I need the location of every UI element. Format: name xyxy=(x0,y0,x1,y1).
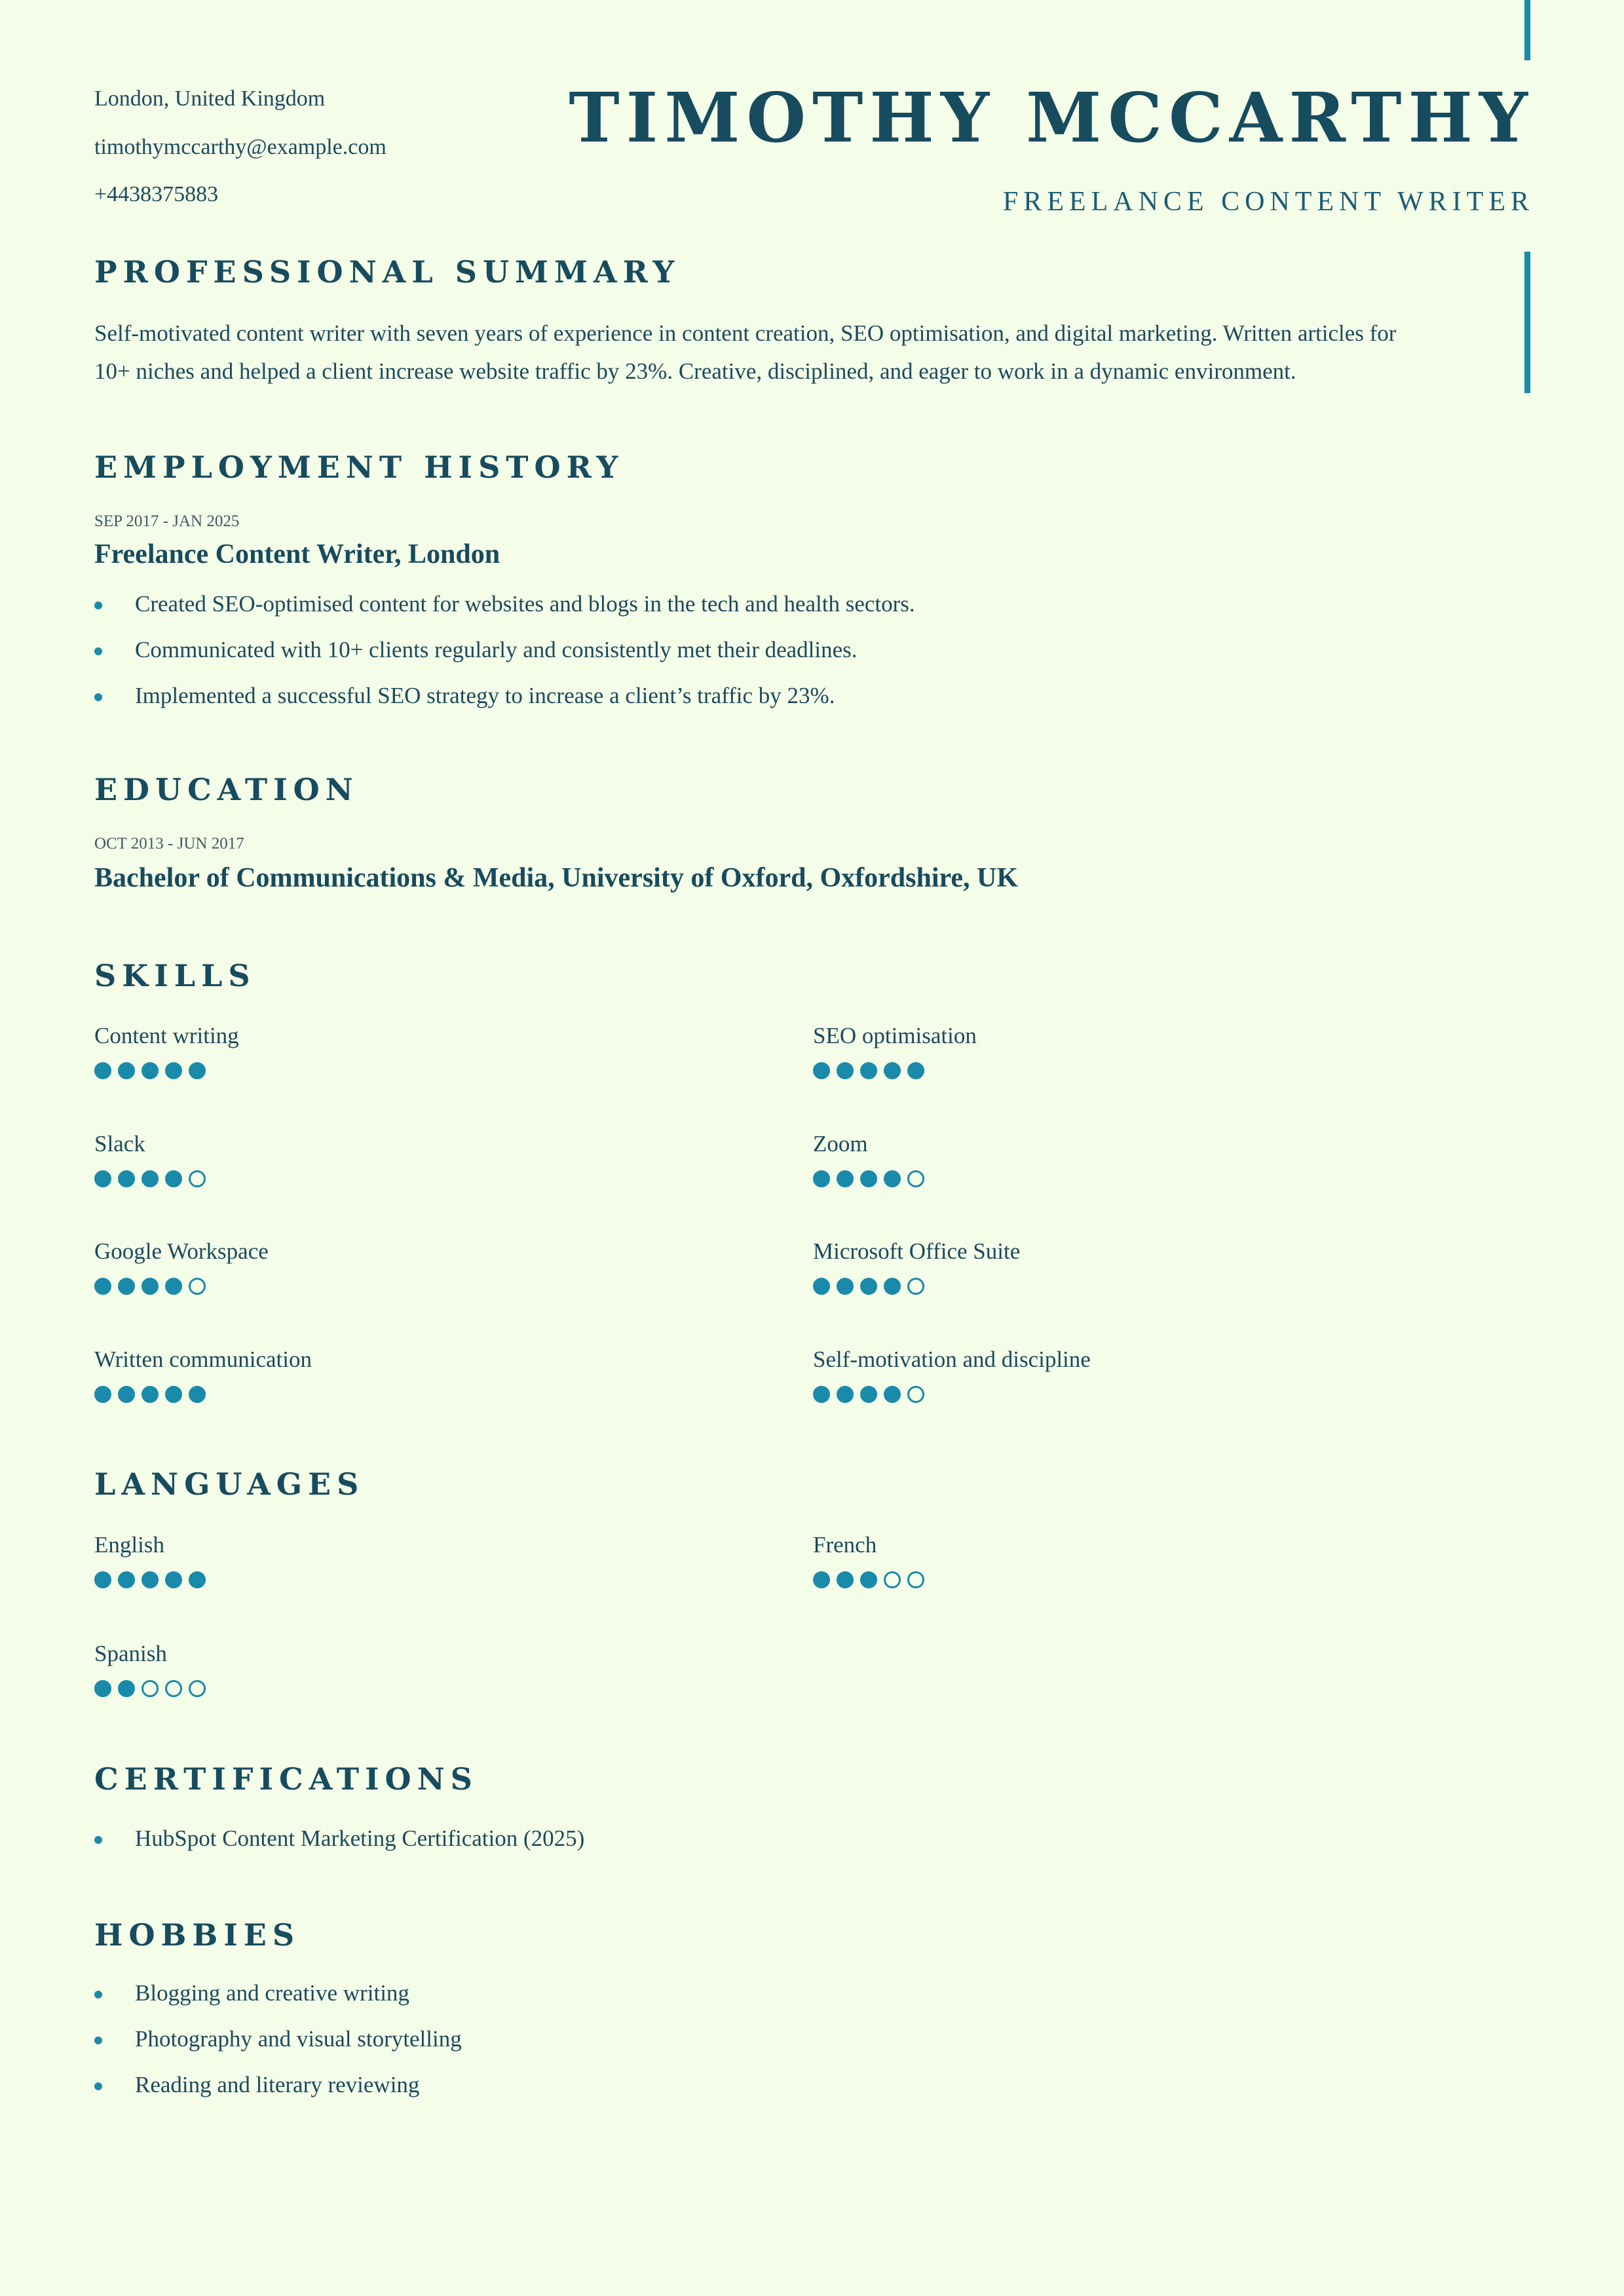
list-item: Reading and literary reviewing xyxy=(94,2071,462,2116)
candidate-name: TIMOTHY MCCARTHY xyxy=(569,77,1534,158)
rating-dot-filled xyxy=(142,1170,159,1187)
skill-item xyxy=(94,1128,206,1187)
candidate-title: FREELANCE CONTENT WRITER xyxy=(1002,187,1534,217)
rating-dot-filled xyxy=(189,1386,206,1403)
language-label: English xyxy=(94,1532,164,1558)
skill-rating xyxy=(813,1062,977,1079)
skill-item xyxy=(813,1344,1091,1403)
job-bullets xyxy=(94,590,915,727)
list-item: HubSpot Content Marketing Certification (2025) xyxy=(94,1824,584,1870)
skill-rating xyxy=(94,1062,239,1079)
rating-dot-filled xyxy=(837,1571,854,1588)
skill-label: Google Workspace xyxy=(94,1238,269,1264)
hobbies-heading: HOBBIES xyxy=(94,1917,301,1953)
rating-dot-filled xyxy=(94,1680,111,1697)
rating-dot-filled xyxy=(860,1170,877,1187)
hobbies-list xyxy=(94,1979,462,2116)
skill-rating xyxy=(813,1386,1091,1403)
contact-email[interactable]: timothymccarthy@example.com xyxy=(94,135,387,159)
rating-dot-empty xyxy=(189,1278,206,1295)
rating-dot-filled xyxy=(165,1278,182,1295)
rating-dot-filled xyxy=(118,1386,135,1403)
rating-dot-filled xyxy=(837,1278,854,1295)
skill-item xyxy=(813,1236,1020,1295)
rating-dot-filled xyxy=(189,1062,206,1079)
certifications-list xyxy=(94,1824,584,1870)
skill-item xyxy=(94,1020,239,1079)
rating-dot-empty xyxy=(165,1680,182,1697)
skill-rating xyxy=(813,1278,1020,1295)
rating-dot-empty xyxy=(907,1571,924,1588)
list-item: Implemented a successful SEO strategy to increase a client’s traffic by 23%. xyxy=(94,681,915,727)
list-item: Photography and visual storytelling xyxy=(94,2025,462,2071)
skill-rating xyxy=(94,1386,312,1403)
rating-dot-filled xyxy=(189,1571,206,1588)
summary-heading: PROFESSIONAL SUMMARY xyxy=(94,254,681,290)
rating-dot-filled xyxy=(118,1680,135,1697)
skill-item xyxy=(94,1236,269,1295)
rating-dot-filled xyxy=(94,1170,111,1187)
skill-rating xyxy=(94,1278,269,1295)
language-label: French xyxy=(813,1532,877,1558)
rating-dot-filled xyxy=(142,1062,159,1079)
accent-bar-top xyxy=(1524,0,1530,60)
rating-dot-filled xyxy=(118,1170,135,1187)
skill-label: Self-motivation and discipline xyxy=(813,1347,1091,1372)
rating-dot-filled xyxy=(118,1062,135,1079)
rating-dot-empty xyxy=(142,1680,159,1697)
contact-location: London, United Kingdom xyxy=(94,86,326,111)
rating-dot-filled xyxy=(165,1386,182,1403)
skill-label: Microsoft Office Suite xyxy=(813,1238,1021,1264)
rating-dot-filled xyxy=(860,1278,877,1295)
rating-dot-filled xyxy=(813,1062,830,1079)
rating-dot-filled xyxy=(94,1062,111,1079)
rating-dot-filled xyxy=(884,1170,901,1187)
language-rating xyxy=(813,1571,924,1588)
skill-label: Content writing xyxy=(94,1023,239,1048)
rating-dot-filled xyxy=(884,1062,901,1079)
contact-phone[interactable]: +4438375883 xyxy=(94,182,219,206)
list-item: Communicated with 10+ clients regularly and consistently met their deadlines. xyxy=(94,636,915,681)
rating-dot-filled xyxy=(165,1170,182,1187)
rating-dot-filled xyxy=(813,1386,830,1403)
rating-dot-filled xyxy=(142,1386,159,1403)
education-dates: OCT 2013 - JUN 2017 xyxy=(94,835,244,852)
rating-dot-filled xyxy=(884,1278,901,1295)
language-item xyxy=(813,1529,924,1588)
rating-dot-empty xyxy=(907,1170,924,1187)
language-label: Spanish xyxy=(94,1641,167,1666)
rating-dot-filled xyxy=(813,1170,830,1187)
rating-dot-filled xyxy=(884,1386,901,1403)
certifications-heading: CERTIFICATIONS xyxy=(94,1761,478,1797)
skill-label: SEO optimisation xyxy=(813,1023,977,1048)
rating-dot-filled xyxy=(860,1571,877,1588)
rating-dot-filled xyxy=(813,1571,830,1588)
rating-dot-filled xyxy=(165,1062,182,1079)
rating-dot-filled xyxy=(837,1170,854,1187)
rating-dot-filled xyxy=(142,1278,159,1295)
skills-heading: SKILLS xyxy=(94,958,256,993)
rating-dot-filled xyxy=(94,1386,111,1403)
rating-dot-filled xyxy=(142,1571,159,1588)
rating-dot-filled xyxy=(118,1278,135,1295)
skill-rating xyxy=(813,1170,924,1187)
employment-heading: EMPLOYMENT HISTORY xyxy=(94,450,624,485)
job-title: Freelance Content Writer, London xyxy=(94,539,500,569)
language-item xyxy=(94,1638,206,1697)
rating-dot-filled xyxy=(94,1571,111,1588)
skill-label: Slack xyxy=(94,1131,145,1157)
education-heading: EDUCATION xyxy=(94,772,359,807)
skill-item xyxy=(813,1128,924,1187)
skill-label: Written communication xyxy=(94,1347,312,1372)
skill-item xyxy=(94,1344,312,1403)
rating-dot-filled xyxy=(907,1062,924,1079)
education-title: Bachelor of Communications & Media, University of Oxford, Oxfordshire, UK xyxy=(94,863,1019,893)
rating-dot-filled xyxy=(118,1571,135,1588)
rating-dot-filled xyxy=(165,1571,182,1588)
rating-dot-filled xyxy=(94,1278,111,1295)
job-dates: SEP 2017 - JAN 2025 xyxy=(94,512,240,530)
accent-bar-summary xyxy=(1524,252,1530,393)
rating-dot-empty xyxy=(189,1170,206,1187)
rating-dot-filled xyxy=(860,1386,877,1403)
language-item xyxy=(94,1529,206,1588)
rating-dot-filled xyxy=(837,1386,854,1403)
rating-dot-filled xyxy=(813,1278,830,1295)
rating-dot-empty xyxy=(907,1278,924,1295)
rating-dot-filled xyxy=(837,1062,854,1079)
language-rating xyxy=(94,1571,206,1588)
rating-dot-empty xyxy=(189,1680,206,1697)
list-item: Blogging and creative writing xyxy=(94,1979,462,2025)
language-rating xyxy=(94,1680,206,1697)
rating-dot-empty xyxy=(907,1386,924,1403)
languages-heading: LANGUAGES xyxy=(94,1466,365,1502)
skill-item xyxy=(813,1020,977,1079)
skill-label: Zoom xyxy=(813,1131,868,1157)
summary-text: Self-motivated content writer with seven years of experience in content creation, SEO optimisation, and digital marketing. Written articles for 10+ niches and helped a client increase website traffic by 23%. Creative, disciplined, and eager to work in a dynamic environment. xyxy=(94,320,1397,384)
rating-dot-filled xyxy=(860,1062,877,1079)
rating-dot-empty xyxy=(884,1571,901,1588)
skill-rating xyxy=(94,1170,206,1187)
list-item: Created SEO-optimised content for websites and blogs in the tech and health sectors. xyxy=(94,590,915,636)
